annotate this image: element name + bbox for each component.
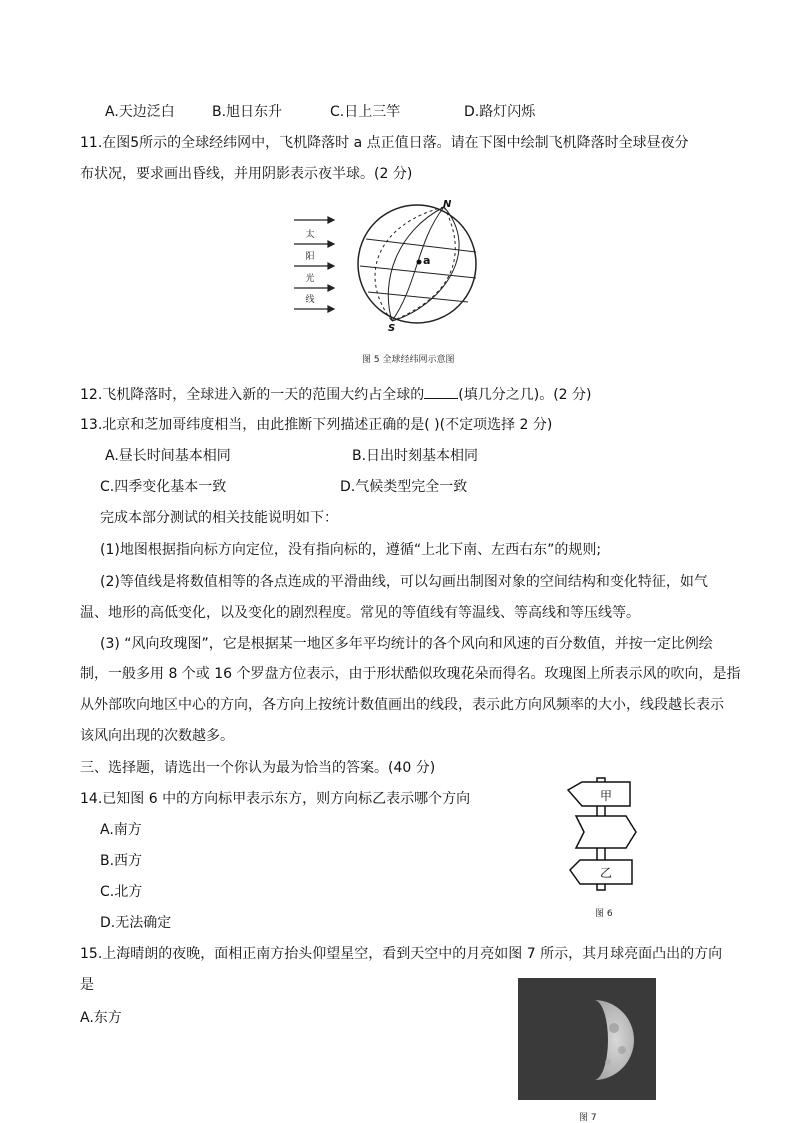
q10-option-b: B.旭日东升 [212,104,283,120]
figure-7-moon-photo [518,978,656,1100]
skills-intro: 完成本部分测试的相关技能说明如下： [100,510,338,526]
q12-text-after: (填几分之几)。(2 分) [458,387,592,403]
skills-p1: (1)地图根据指向标方向定位，没有指向标的，遵循“上北下南、左西右东”的规则; [100,542,602,558]
q10-option-c: C.日上三竿 [330,104,401,120]
q13-option-b: B.日出时刻基本相同 [352,448,479,464]
north-label: N [443,199,452,210]
skills-p2-line2: 温、地形的高低变化，以及变化的剧烈程度。常见的等值线有等温线、等高线和等压线等。 [80,605,640,621]
skills-p3-line1: (3) “风向玫瑰图”，它是根据某一地区多年平均统计的各个风向和风速的百分数值，并按一定比例绘 [100,636,713,652]
q13-stem: 13.北京和芝加哥纬度相当，由此推断下列描述正确的是( )(不定项选择 2 分) [80,417,553,433]
figure-6-caption: 图 6 [595,909,613,919]
sign-board-middle [576,816,636,848]
q14-stem: 14.已知图 6 中的方向标甲表示东方，则方向标乙表示哪个方向 [80,791,471,807]
figure-5-globe [292,196,492,332]
section-3-heading: 三、选择题，请选出一个你认为最为恰当的答案。(40 分) [80,760,436,776]
q12-stem [80,384,591,405]
figure-6-signpost [564,776,644,894]
sign-jia-label: 甲 [599,789,613,803]
q11-stem-line1: 11.在图5所示的全球经纬网中，飞机降落时 a 点正值日落。请在下图中绘制飞机降落时全球昼夜分 [80,135,689,151]
q12-text-before: 12.飞机降落时，全球进入新的一天的范围大约占全球的 [80,387,425,403]
q10-option-d: D.路灯闪烁 [464,104,536,120]
q15-option-a: A.东方 [80,1010,122,1026]
q11-stem-line2: 布状况，要求画出昏线，并用阴影表示夜半球。(2 分) [80,166,413,182]
sign-yi-label: 乙 [599,866,613,880]
q15-stem-line1: 15.上海晴朗的夜晚，面相正南方抬头仰望星空，看到天空中的月亮如图 7 所示，其月球亮面凸出的方向 [80,946,723,962]
skills-p2-line1: (2)等值线是将数值相等的各点连成的平滑曲线，可以勾画出制图对象的空间结构和变化特征，如气 [100,574,708,590]
sunlight-char-2: 阳 [305,252,315,262]
q14-option-d: D.无法确定 [100,915,172,931]
q14-option-c: C.北方 [100,884,143,900]
point-a-marker [417,260,422,265]
q13-option-c: C.四季变化基本一致 [100,479,227,495]
q13-option-a: A.昼长时间基本相同 [105,448,231,464]
q15-stem-line2: 是 [80,977,94,993]
skills-p3-line4: 该风向出现的次数越多。 [80,728,234,744]
answer-blank[interactable] [424,384,458,399]
q13-option-d: D.气候类型完全一致 [340,479,468,495]
sunlight-char-4: 线 [305,295,315,305]
q14-option-a: A.南方 [100,822,142,838]
figure-7-caption: 图 7 [579,1113,597,1123]
night-sky [518,978,656,1100]
q10-option-a: A.天边泛白 [105,104,175,120]
point-a-label: a [423,254,431,267]
sunlight-char-3: 光 [305,274,315,284]
south-label: S [388,323,396,332]
q14-option-b: B.西方 [100,853,143,869]
sunlight-char-1: 太 [305,230,315,240]
figure-5-caption: 图 5 全球经纬网示意图 [362,355,455,365]
skills-p3-line3: 从外部吹向地区中心的方向，各方向上按统计数值画出的线段，表示此方向风频率的大小，线段越长表示 [80,697,724,713]
skills-p3-line2: 制，一般多用 8 个或 16 个罗盘方位表示，由于形状酷似玫瑰花朵而得名。玫瑰图上所表示风的吹向，是指 [80,666,741,682]
